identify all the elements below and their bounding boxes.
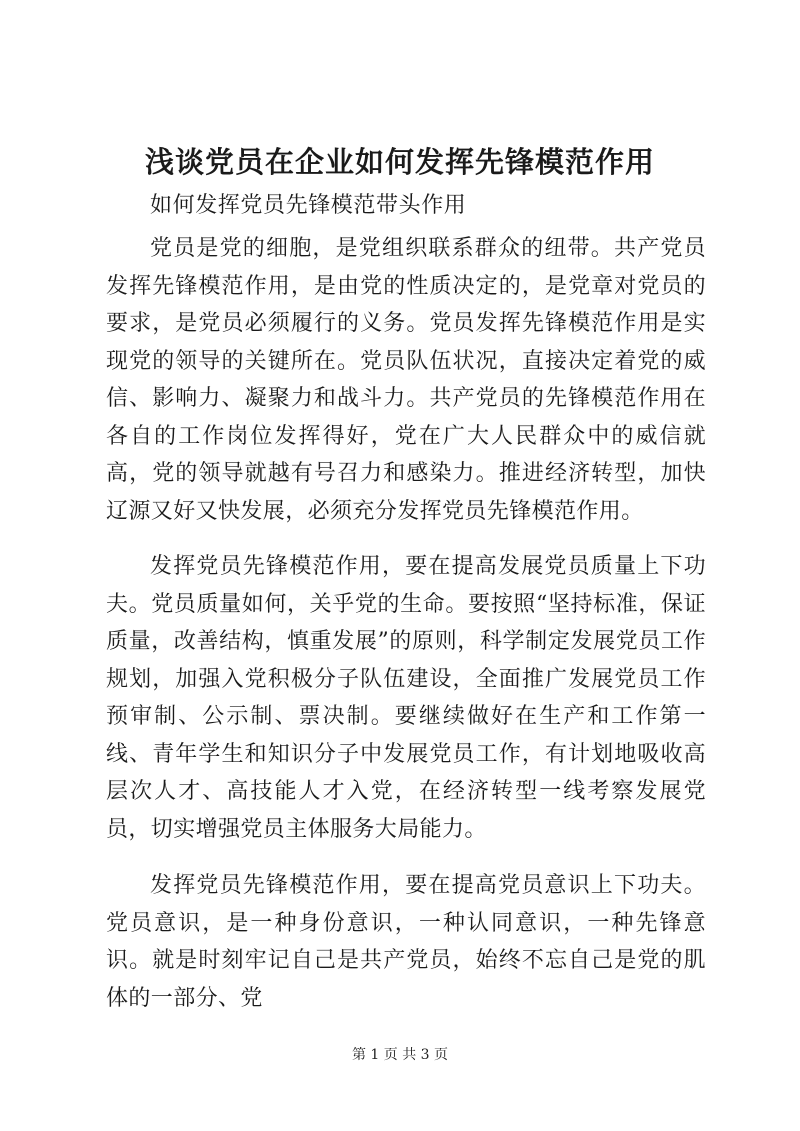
body-paragraph-1: 党员是党的细胞，是党组织联系群众的纽带。共产党员发挥先锋模范作用，是由党的性质决定的，是党章对党员的要求，是党员必须履行的义务。党员发挥先锋模范作用是实现党的领导的关键所在。党员队伍状况，直接决定着党的威信、影响力、凝聚力和战斗力。共产党员的先锋模范作用在各自的工作岗位发挥得好，党在广大人民群众中的威信就高，党的领导就越有号召力和感染力。推进经济转型，加快辽源又好又快发展，必须充分发挥党员先锋模范作用。 — [106, 236, 706, 524]
body-paragraph-3: 发挥党员先锋模范作用，要在提高党员意识上下功夫。党员意识，是一种身份意识，一种认同意识，一种先锋意识。就是时刻牢记自己是共产党员，始终不忘自己是党的肌体的一部分、党 — [106, 873, 706, 1011]
body-paragraph-2: 发挥党员先锋模范作用，要在提高发展党员质量上下功夫。党员质量如何，关乎党的生命。要按照“坚持标准，保证质量，改善结构，慎重发展”的原则，科学制定发展党员工作规划，加强入党积极分子队伍建设，全面推广发展党员工作预审制、公示制、票决制。要继续做好在生产和工作第一线、青年学生和知识分子中发展党员工作，有计划地吸收高层次人才、高技能人才入党，在经济转型一线考察发展党员，切实增强党员主体服务大局能力。 — [106, 554, 706, 842]
document-title: 浅谈党员在企业如何发挥先锋模范作用 — [144, 145, 655, 179]
document-subtitle: 如何发挥党员先锋模范带头作用 — [150, 193, 467, 218]
page-number-footer: 第 1 页 共 3 页 — [351, 1047, 449, 1063]
